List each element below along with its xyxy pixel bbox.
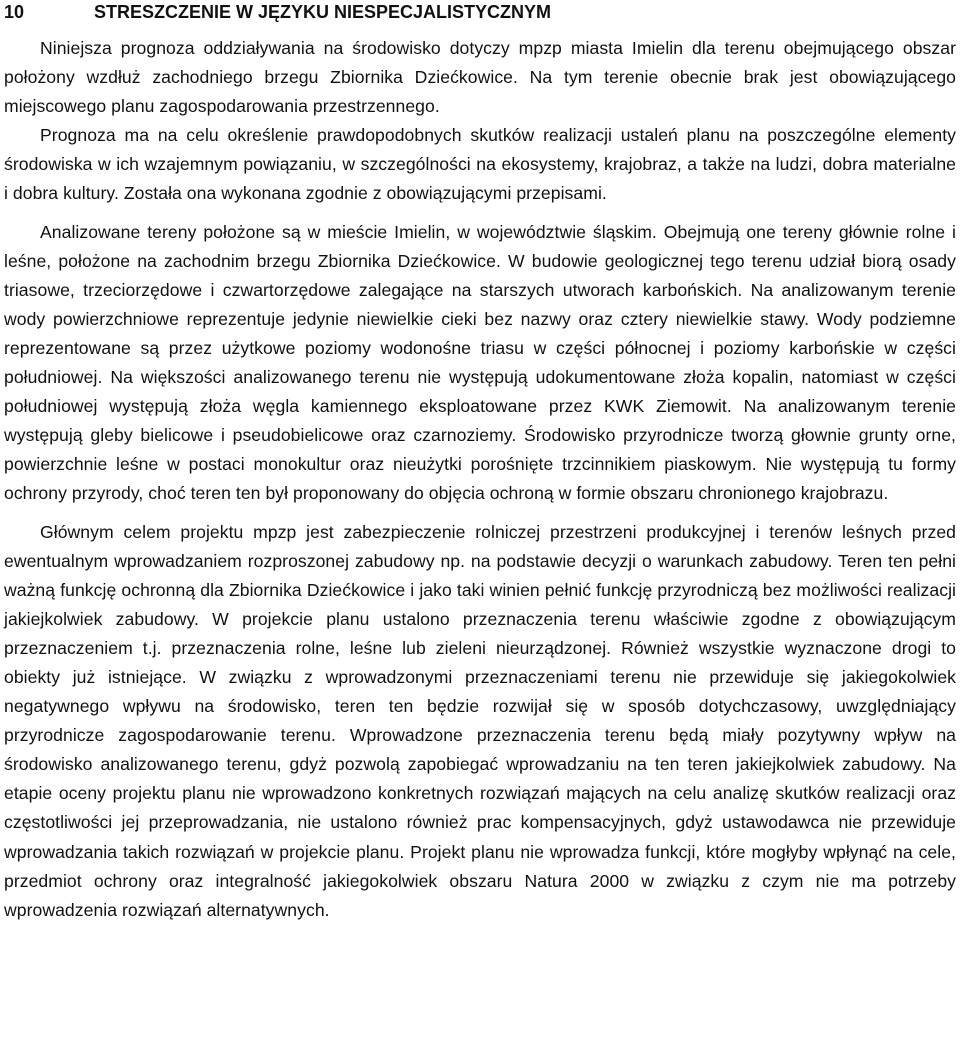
paragraph-purpose: Prognoza ma na celu określenie prawdopodobnych skutków realizacji ustaleń planu na poszczególne elementy środowiska w ich wzajemnym powiązaniu, w szczególności na ekosystemy, krajobraz, a także na ludzi, dobra materialne i dobra kultury. Została ona wykonana zgodnie z obowiązującymi przepisami. [4,125,956,204]
paragraph-environment: Analizowane tereny położone są w mieście Imielin, w województwie śląskim. Obejmują one tereny głównie rolne i leśne, położone na zachodnim brzegu Zbiornika Dziećkowice. W budowie geologicznej tego terenu udział biorą osady triasowe, trzeciorzędowe i czwartorzędowe zalegające na starszych utworach karbońskich. Na analizowanym terenie wody powierzchniowe reprezentuje jedynie niewielkie cieki bez nazwy oraz cztery niewielkie stawy. Wody podziemne reprezentowane są przez użytkowe poziomy wodonośne triasu w części północnej i poziomy karbońskie w części południowej. Na większości analizowanego terenu nie występują udokumentowane złoża kopalin, natomiast w części południowej występują złoża węgla kamiennego eksploatowane przez KWK Ziemowit. Na analizowanym terenie występują gleby bielicowe i pseudobielicowe oraz czarnoziemy. Środowisko przyrodnicze tworzą głownie grunty orne, powierzchnie leśne w postaci monokultur oraz nieużytki porośnięte trzcinnikiem piaskowym. Nie występują tu formy ochrony przyrody, choć teren ten był proponowany do objęcia ochroną w formie obszaru chronionego krajobrazu. [4,221,956,504]
paragraph-gap [4,509,956,518]
paragraph-gap [4,209,956,218]
paragraph-intro: Niniejsza prognoza oddziaływania na środowisko dotyczy mpzp miasta Imielin dla terenu obejmującego obszar położony wzdłuż zachodniego brzegu Zbiornika Dziećkowice. Na tym terenie obecnie brak jest obowiązującego miejscowego planu zagospodarowania przestrzennego. [4,38,956,117]
paragraph-plan-goals: Głównym celem projektu mpzp jest zabezpieczenie rolniczej przestrzeni produkcyjnej i terenów leśnych przed ewentualnym wprowadzaniem rozproszonej zabudowy np. na podstawie decyzji o warunkach zabudowy. Teren ten pełni ważną funkcję ochronną dla Zbiornika Dziećkowice i jako taki winien pełnić funkcję przyrodniczą bez możliwości realizacji jakiejkolwiek zabudowy. W projekcie planu ustalono przeznaczenia terenu właściwie zgodne z obowiązującym przeznaczeniem t.j. przeznaczenia rolne, leśne lub zieleni nieurządzonej. Również wszystkie wyznaczone drogi to obiekty już istniejące. W związku z wprowadzonymi przeznaczeniami terenu nie przewiduje się jakiegokolwiek negatywnego wpływu na środowisko, teren ten będzie rozwijał się w sposób dotychczasowy, uwzględniający przyrodnicze zagospodarowanie terenu. Wprowadzone przeznaczenia terenu będą miały pozytywny wpływ na środowisko analizowanego terenu, gdyż pozwolą zapobiegać wprowadzaniu na ten teren jakiejkolwiek zabudowy. Na etapie oceny projektu planu nie wprowadzono konkretnych rozwiązań mających na celu analizę skutków realizacji oraz częstotliwości jej przeprowadzania, nie ustalono również prac kompensacyjnych, gdyż ustawodawca nie przewiduje wprowadzania takich rozwiązań w projekcie planu. Projekt planu nie wprowadza funkcji, które mogłyby wpłynąć na cele, przedmiot ochrony oraz integralność jakiegokolwiek obszaru Natura 2000 w związku z czym nie ma potrzeby wprowadzenia rozwiązań alternatywnych. [4,521,956,920]
section-title: STRESZCZENIE W JĘZYKU NIESPECJALISTYCZNYM [94,2,552,22]
section-number: 10 [4,2,25,22]
section-heading [4,0,956,24]
document-body [4,34,956,925]
